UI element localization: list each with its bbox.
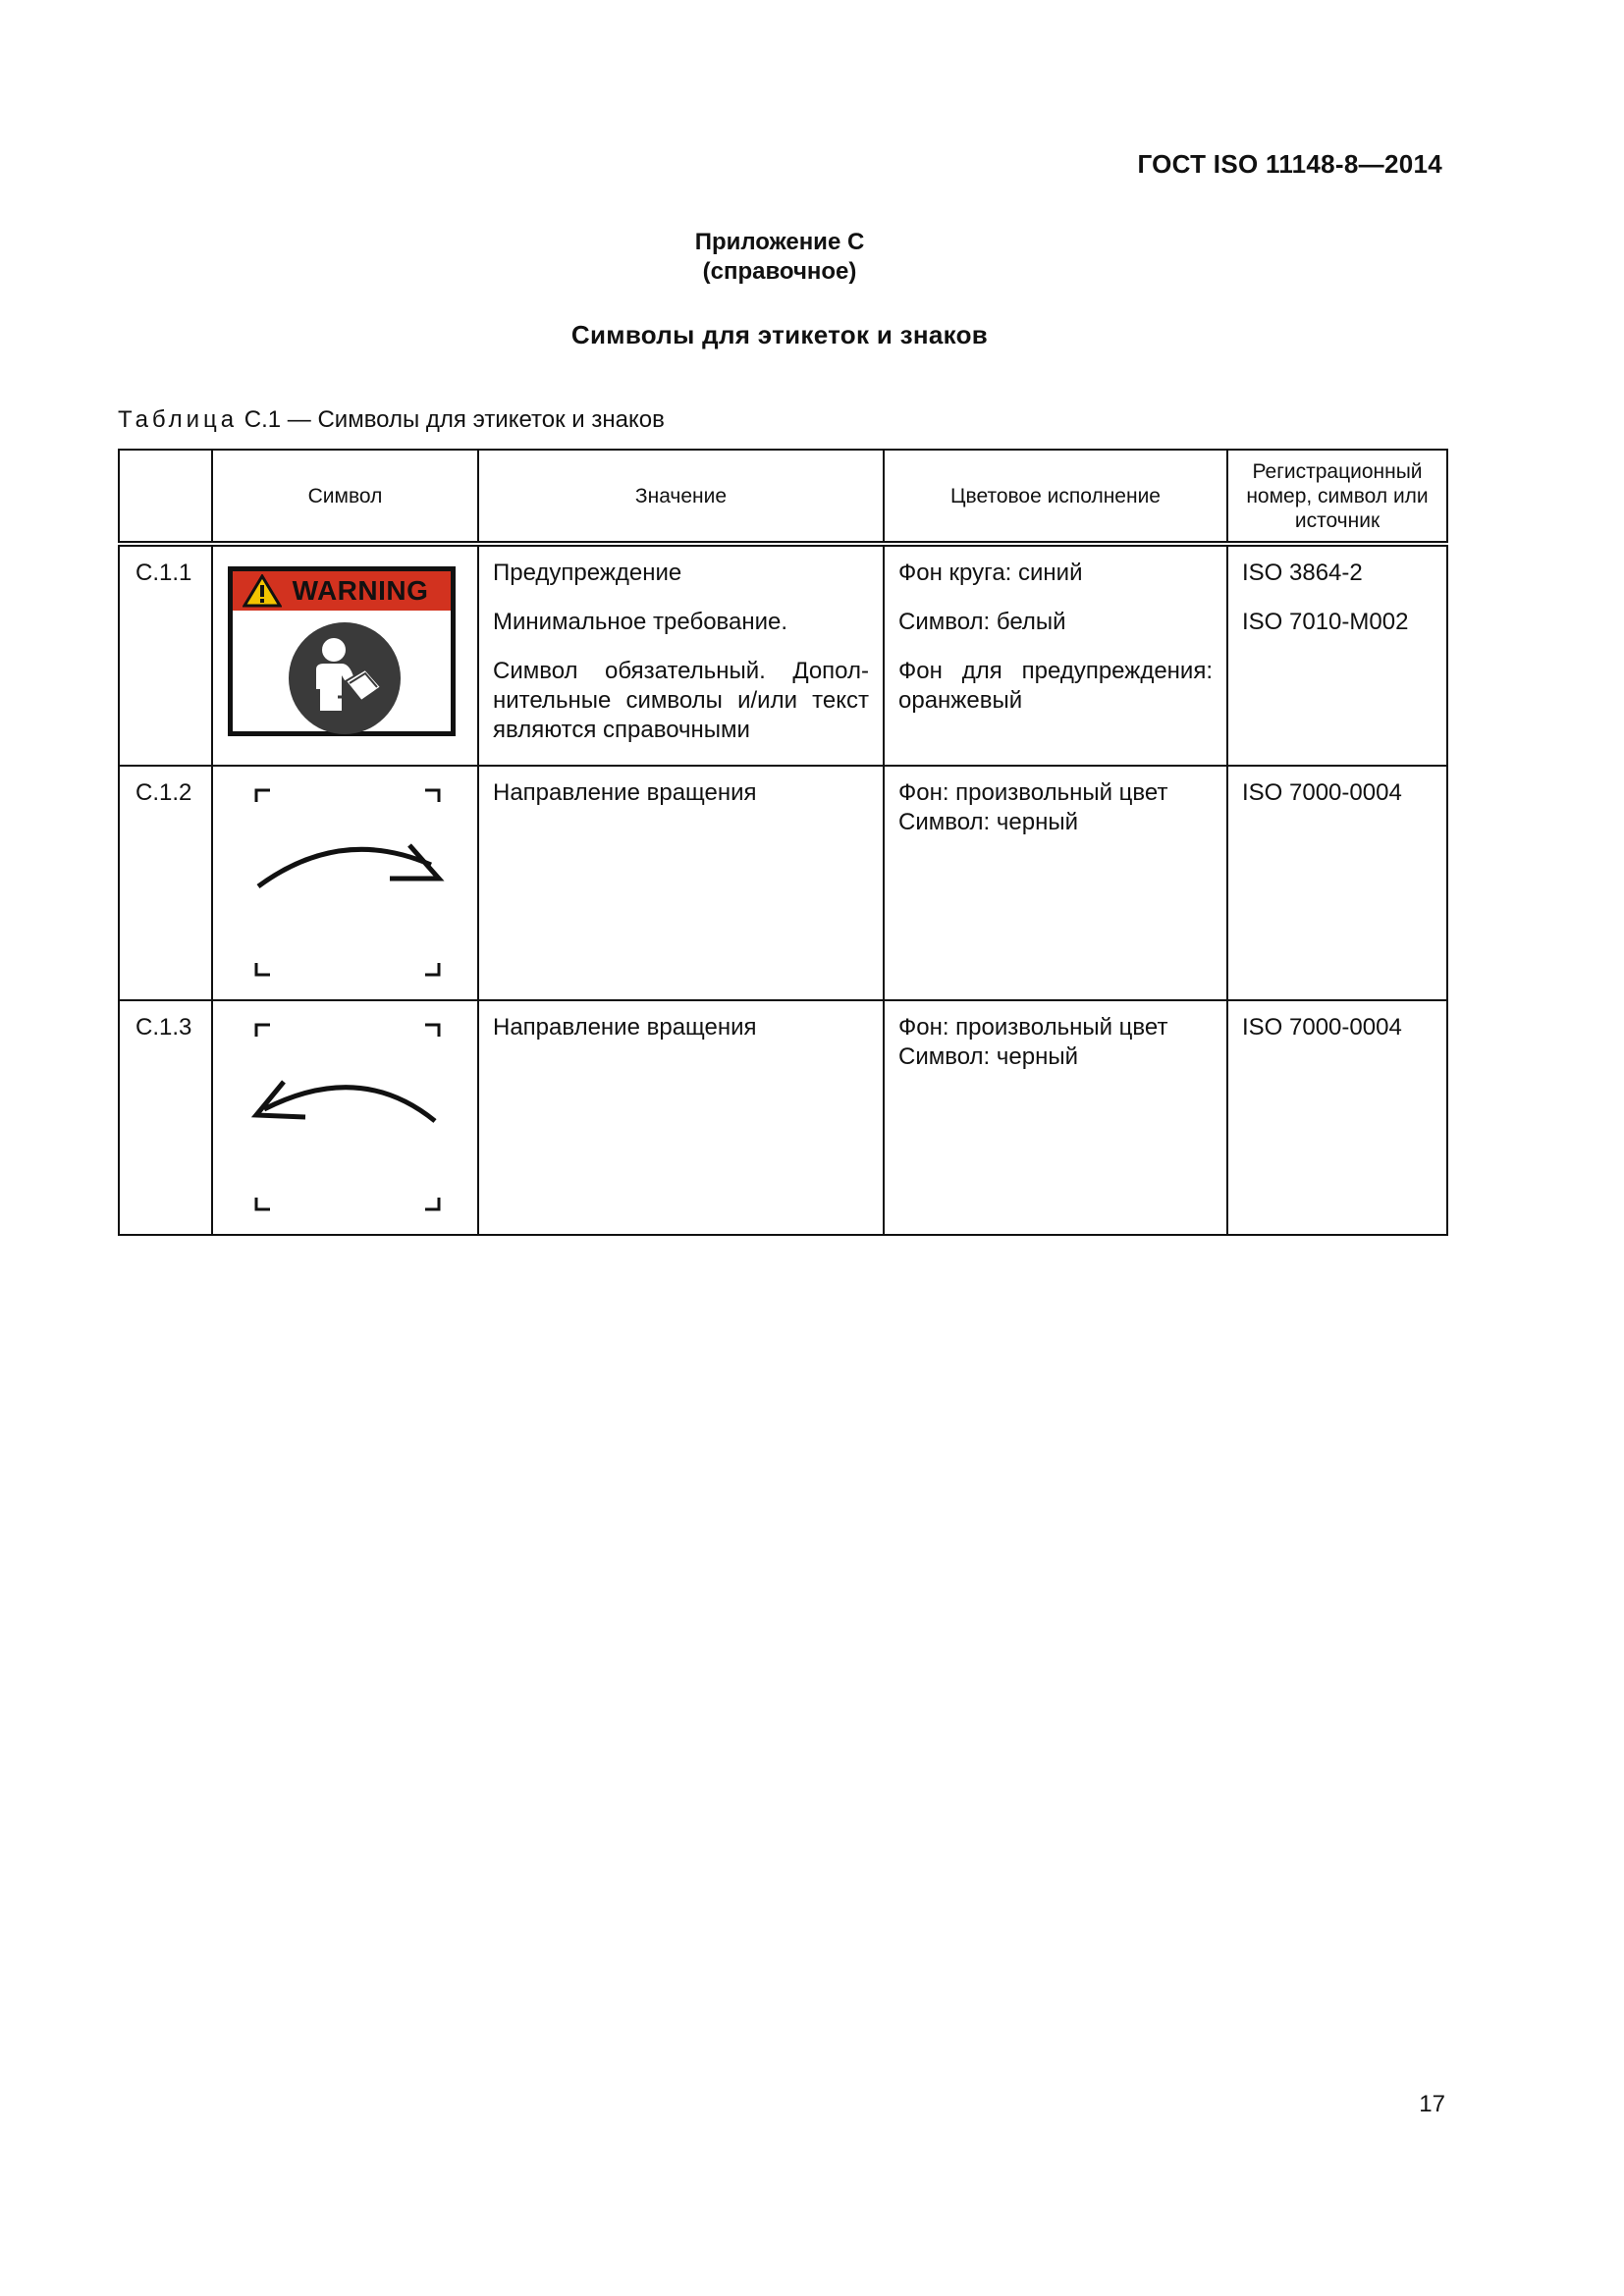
- appendix-type: (справочное): [702, 258, 857, 285]
- registration-cell: [1227, 1000, 1447, 1235]
- counterclockwise-rotation-arrow-icon: [213, 1001, 479, 1232]
- meaning-text: Символ обязательный. Допол-нительные символы и/или текст являются справочными: [493, 658, 869, 743]
- col-header-registration: Регистрационный номер, символ или источник: [1227, 450, 1447, 544]
- color-text: Фон: произвольный цвет: [898, 1014, 1168, 1041]
- col-header-meaning: Значение: [478, 450, 884, 544]
- meaning-text: Предупреждение: [493, 560, 682, 586]
- table-caption-text: С.1 — Символы для этикеток и знаков: [238, 406, 665, 433]
- page-number: 17: [1419, 2091, 1445, 2117]
- appendix-heading: [0, 228, 1559, 287]
- warning-label-header: [233, 571, 451, 611]
- warning-read-manual-icon: [228, 566, 456, 736]
- table-row: [119, 1000, 1447, 1235]
- color-text: Фон для предупреждения: оранжевый: [898, 658, 1213, 714]
- col-header-number: [119, 450, 212, 544]
- row-number: С.1.1: [119, 544, 212, 766]
- clockwise-rotation-arrow-icon: [213, 767, 479, 997]
- table-header-row: [119, 450, 1447, 544]
- meaning-cell: [478, 544, 884, 766]
- symbol-cell: [212, 1000, 478, 1235]
- meaning-text: Минимальное требование.: [493, 609, 788, 635]
- registration-text: ISO 7000-0004: [1242, 779, 1402, 806]
- col-header-symbol: Символ: [212, 450, 478, 544]
- warning-triangle-icon: [243, 574, 282, 608]
- col-header-color: Цветовое исполнение: [884, 450, 1227, 544]
- color-cell: [884, 1000, 1227, 1235]
- table-caption: [118, 406, 665, 434]
- color-text: Символ: черный: [898, 1043, 1078, 1070]
- meaning-text: Направление вращения: [493, 1014, 757, 1041]
- table-row: [119, 766, 1447, 1000]
- warning-label-text: WARNING: [292, 575, 429, 606]
- row-number: С.1.2: [119, 766, 212, 1000]
- registration-text: ISO 7010-M002: [1242, 609, 1409, 635]
- row-number: С.1.3: [119, 1000, 212, 1235]
- registration-text: ISO 7000-0004: [1242, 1014, 1402, 1041]
- registration-cell: [1227, 544, 1447, 766]
- color-text: Символ: белый: [898, 609, 1066, 635]
- symbol-cell: [212, 544, 478, 766]
- meaning-cell: [478, 1000, 884, 1235]
- color-cell: [884, 766, 1227, 1000]
- symbol-cell: [212, 766, 478, 1000]
- appendix-label: Приложение С: [694, 229, 865, 255]
- color-text: Фон круга: синий: [898, 560, 1083, 586]
- registration-text: ISO 3864-2: [1242, 560, 1363, 586]
- registration-cell: [1227, 766, 1447, 1000]
- meaning-cell: [478, 766, 884, 1000]
- standard-code: ГОСТ ISO 11148-8—2014: [1137, 149, 1442, 179]
- color-cell: [884, 544, 1227, 766]
- meaning-text: Направление вращения: [493, 779, 757, 806]
- read-manual-icon: [287, 620, 403, 736]
- color-text: Символ: черный: [898, 809, 1078, 835]
- appendix-title: Символы для этикеток и знаков: [570, 320, 989, 349]
- table-row: [119, 544, 1447, 766]
- table-caption-prefix: Таблица: [118, 406, 239, 433]
- symbols-table: [118, 449, 1448, 1236]
- color-text: Фон: произвольный цвет: [898, 779, 1168, 806]
